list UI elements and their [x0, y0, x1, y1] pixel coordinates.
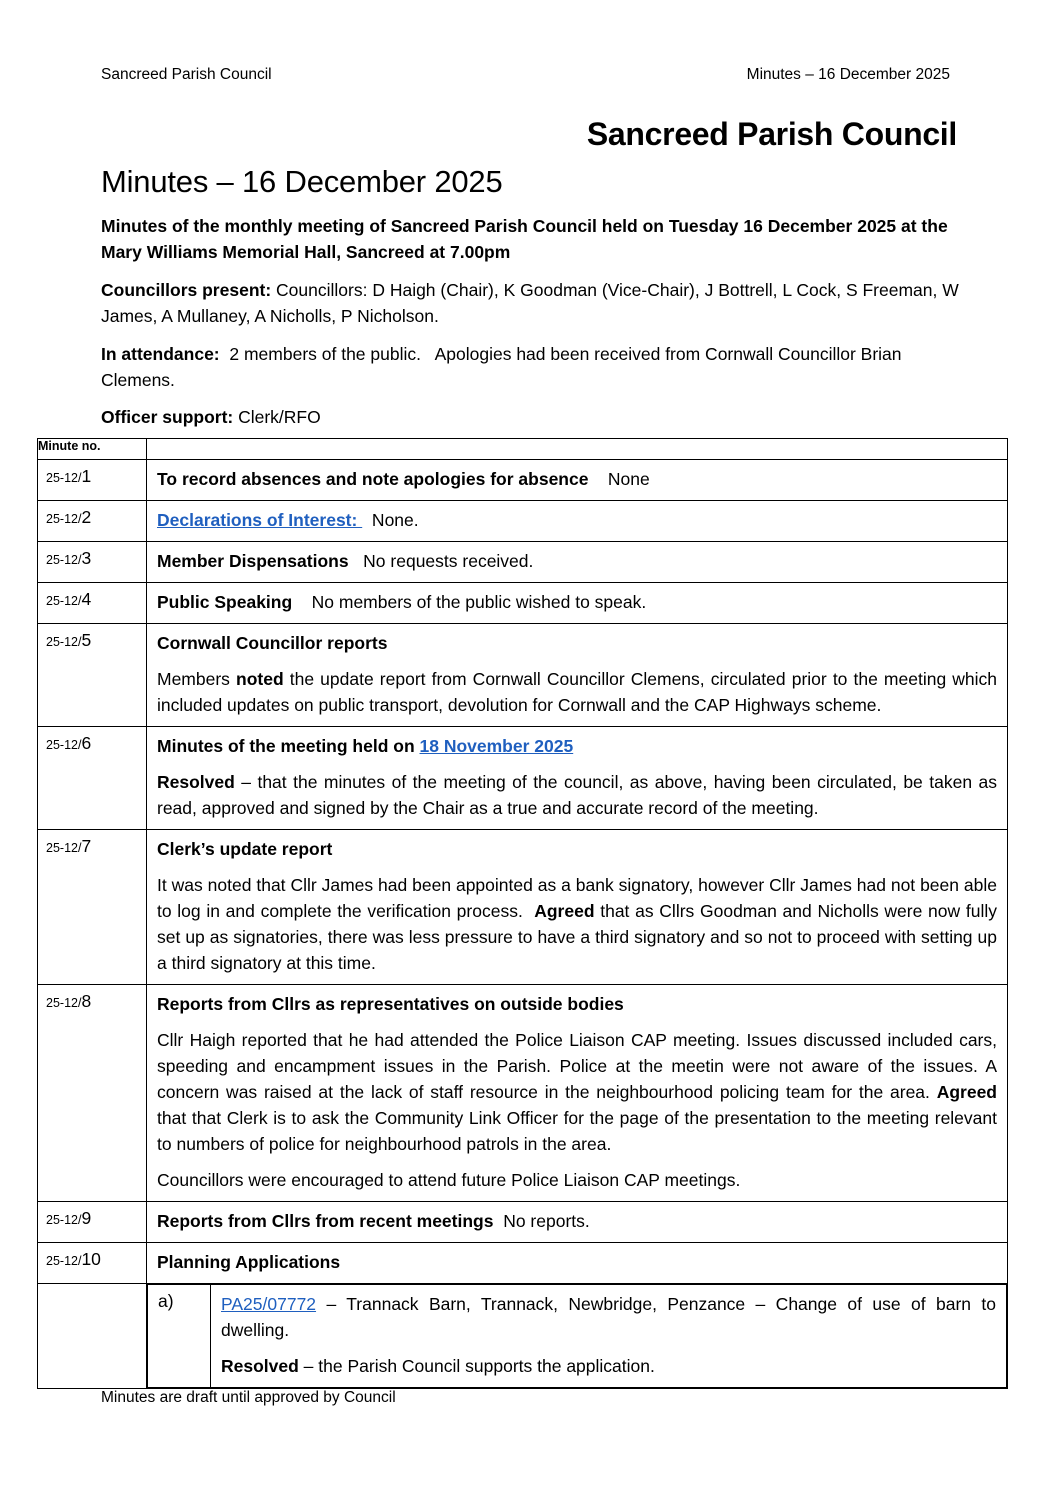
item-keyword: noted	[236, 669, 284, 689]
item-title: Reports from Cllrs as representatives on outside bodies	[157, 994, 624, 1014]
minute-no-header: Minute no.	[38, 439, 147, 460]
minute-index: 5	[81, 630, 92, 650]
planning-subtable	[147, 1284, 1007, 1388]
item-text: No members of the public wished to speak.	[292, 592, 647, 612]
table-row	[38, 727, 1008, 830]
item-paragraph: Councillors were encouraged to attend future Police Liaison CAP meetings.	[157, 1170, 741, 1190]
minute-prefix: 25-12/	[46, 553, 82, 567]
officer-text: Clerk/RFO	[233, 407, 321, 427]
minute-prefix: 25-12/	[46, 594, 82, 608]
table-row	[38, 830, 1008, 985]
minute-index: 2	[81, 507, 92, 527]
running-header-left: Sancreed Parish Council	[101, 66, 272, 83]
minute-prefix: 25-12/	[46, 635, 82, 649]
minute-prefix: 25-12/	[46, 471, 82, 485]
minute-index: 6	[81, 733, 92, 753]
minute-index: 8	[81, 991, 92, 1011]
item-text: No reports.	[493, 1211, 590, 1231]
minute-number	[38, 624, 147, 727]
item-title: To record absences and note apologies for absence	[157, 469, 589, 489]
draft-footer-note: Minutes are draft until approved by Council	[101, 1389, 396, 1406]
minute-index: 7	[81, 836, 92, 856]
planning-application-link[interactable]: PA25/07772	[221, 1294, 317, 1314]
minutes-title: Minutes – 16 December 2025	[101, 164, 503, 199]
minute-prefix: 25-12/	[46, 996, 82, 1010]
item-text: – that the minutes of the meeting of the council, as above, having been circulated, be taken as read, approved and signed by the Chair as a true and accurate record of the meeting.	[157, 772, 997, 818]
item-keyword: Agreed	[936, 1082, 997, 1102]
minute-body	[147, 583, 1008, 624]
officer-support	[101, 404, 961, 430]
minute-index: 3	[81, 548, 92, 568]
item-title: Minutes of the meeting held on	[157, 736, 420, 756]
minute-prefix: 25-12/	[46, 1254, 82, 1268]
application-letter: a)	[148, 1285, 211, 1388]
table-row	[38, 985, 1008, 1202]
table-row	[38, 583, 1008, 624]
minute-number	[38, 501, 147, 542]
resolved-text: – the Parish Council supports the application.	[298, 1356, 655, 1376]
item-title: Member Dispensations	[157, 551, 349, 571]
minute-number	[38, 583, 147, 624]
table-row	[38, 460, 1008, 501]
application-description	[221, 1291, 996, 1343]
declarations-link[interactable]: Declarations of Interest:	[157, 510, 363, 530]
item-keyword: Agreed	[534, 901, 595, 921]
planning-cell	[147, 1284, 1008, 1389]
minute-index: 9	[81, 1208, 92, 1228]
minute-body	[147, 727, 1008, 830]
table-header-row	[38, 439, 1008, 460]
item-paragraph	[157, 666, 997, 718]
table-row	[38, 1202, 1008, 1243]
item-text: that that Clerk is to ask the Community Link Officer for the page of the presentation to the meeting relevant to numbers of police for neighbourhood patrols in the area.	[157, 1108, 997, 1154]
table-row	[38, 1243, 1008, 1284]
councillors-list: Councillors: D Haigh (Chair), K Goodman (Vice-Chair), J Bottrell, L Cock, S Freeman, W James, A Mullaney, A Nicholls, P Nicholson.	[101, 280, 959, 326]
minute-body	[147, 830, 1008, 985]
councillors-label: Councillors present:	[101, 280, 272, 300]
minute-number	[38, 830, 147, 985]
item-text: Members	[157, 669, 237, 689]
attendance-label: In attendance:	[101, 344, 220, 364]
planning-application-row	[38, 1284, 1008, 1389]
councillors-present	[101, 277, 961, 329]
minute-body	[147, 501, 1008, 542]
minute-index: 4	[81, 589, 92, 609]
minute-prefix: 25-12/	[46, 1213, 82, 1227]
item-paragraph	[157, 769, 997, 821]
item-text: None	[588, 469, 650, 489]
item-text: the update report from Cornwall Councillor Clemens, circulated prior to the meeting which included updates on public transport, devolution for Cornwall and the CAP Highways scheme.	[157, 669, 998, 715]
council-title: Sancreed Parish Council	[586, 116, 957, 152]
minute-number	[38, 985, 147, 1202]
minute-body	[147, 985, 1008, 1202]
item-paragraph	[157, 1027, 997, 1157]
minute-prefix: 25-12/	[46, 512, 82, 526]
blank-header-cell	[147, 439, 1008, 460]
minute-body	[147, 1243, 1008, 1284]
item-title: Reports from Cllrs from recent meetings	[157, 1211, 494, 1231]
item-title: Clerk’s update report	[157, 839, 333, 859]
minute-number	[38, 1202, 147, 1243]
minute-body	[147, 460, 1008, 501]
blank-number-cell	[38, 1284, 147, 1389]
in-attendance	[101, 341, 961, 393]
table-row	[38, 542, 1008, 583]
table-row	[38, 624, 1008, 727]
minute-number	[38, 460, 147, 501]
minute-prefix: 25-12/	[46, 738, 82, 752]
officer-label: Officer support:	[101, 407, 234, 427]
application-text: – Trannack Barn, Trannack, Newbridge, Penzance – Change of use of barn to dwelling.	[221, 1294, 996, 1340]
item-text: that as Cllrs Goodman and Nicholls were now fully set up as signatories, there was less pressure to have a third signatory and so not to proceed with setting up a third signatory at this time.	[157, 901, 997, 973]
minute-number	[38, 1243, 147, 1284]
minute-prefix: 25-12/	[46, 841, 82, 855]
item-title: Cornwall Councillor reports	[157, 633, 388, 653]
attendance-text: 2 members of the public. Apologies had been received from Cornwall Councillor Brian Clemens.	[101, 344, 907, 390]
previous-minutes-link[interactable]: 18 November 2025	[419, 736, 574, 756]
minute-index: 1	[81, 466, 92, 486]
minutes-table	[37, 438, 1008, 1389]
item-text: None.	[362, 510, 419, 530]
table-row	[38, 501, 1008, 542]
application-resolution	[221, 1353, 996, 1379]
item-text: It was noted that Cllr James had been appointed as a bank signatory, however Cllr James had not been able to log in and complete the verification process.	[157, 875, 1002, 921]
minute-body	[147, 542, 1008, 583]
item-title: Public Speaking	[157, 592, 293, 612]
minute-body	[147, 1202, 1008, 1243]
resolved-label: Resolved	[221, 1356, 299, 1376]
item-title: Planning Applications	[157, 1252, 341, 1272]
minute-number	[38, 727, 147, 830]
minute-number	[38, 542, 147, 583]
item-paragraph	[157, 872, 1002, 976]
item-keyword: Resolved	[157, 772, 235, 792]
meeting-summary: Minutes of the monthly meeting of Sancreed Parish Council held on Tuesday 16 December 2025 at the Mary Williams Memorial Hall, Sancreed at 7.00pm	[101, 216, 948, 262]
application-body	[211, 1285, 1007, 1388]
running-header-right: Minutes – 16 December 2025	[746, 66, 950, 83]
item-text: No requests received.	[348, 551, 534, 571]
minute-body	[147, 624, 1008, 727]
item-text: Cllr Haigh reported that he had attended the Police Liaison CAP meeting. Issues discussed included cars, speeding and encampment issues in the Parish. Police at the meetin were not aware of the issues. A concern was raised at the lack of staff resource in the neighbourhood policing team for the area.	[157, 1030, 997, 1102]
minute-index: 10	[81, 1249, 101, 1269]
